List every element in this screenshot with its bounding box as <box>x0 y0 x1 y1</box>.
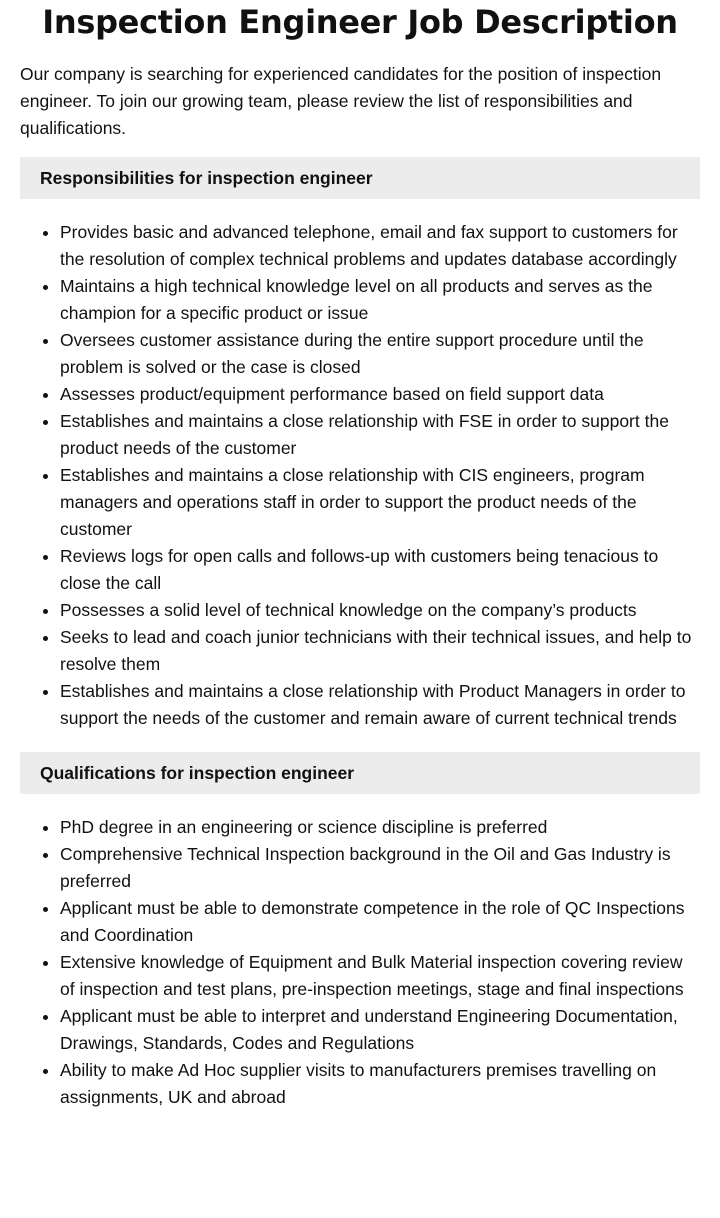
list-item: • Establishes and maintains a close relationship with CIS engineers, program managers and operations staff in order to support the product needs of the customer <box>60 462 700 543</box>
list-item: • Possesses a solid level of technical knowledge on the company’s products <box>60 597 700 624</box>
list-item: • PhD degree in an engineering or science discipline is preferred <box>60 814 700 841</box>
intro-paragraph: Our company is searching for experienced candidates for the position of inspection engineer. To join our growing team, please review the list of responsibilities and qualifications. <box>20 64 662 138</box>
list-item: • Provides basic and advanced telephone, email and fax support to customers for the resolution of complex technical problems and updates database accordingly <box>60 219 700 273</box>
list-item: • Assesses product/equipment performance based on field support data <box>60 381 700 408</box>
list-item: • Establishes and maintains a close relationship with FSE in order to support the product needs of the customer <box>60 408 700 462</box>
list-item: • Applicant must be able to interpret and understand Engineering Documentation, Drawings, Standards, Codes and Regulations <box>60 1003 700 1057</box>
list-item: • Establishes and maintains a close relationship with Product Managers in order to support the needs of the customer and remain aware of current technical trends <box>60 678 700 732</box>
list-item: • Reviews logs for open calls and follows-up with customers being tenacious to close the call <box>60 543 700 597</box>
list-item: • Maintains a high technical knowledge level on all products and serves as the champion for a specific product or issue <box>60 273 700 327</box>
list-item: • Seeks to lead and coach junior technicians with their technical issues, and help to resolve them <box>60 624 700 678</box>
list-item: • Applicant must be able to demonstrate competence in the role of QC Inspections and Coordination <box>60 895 700 949</box>
responsibilities-heading: Responsibilities for inspection engineer <box>20 157 700 199</box>
list-item: • Oversees customer assistance during the entire support procedure until the problem is solved or the case is closed <box>60 327 700 381</box>
qualifications-list <box>20 814 700 1111</box>
list-item: • Extensive knowledge of Equipment and Bulk Material inspection covering review of inspection and test plans, pre-inspection meetings, stage and final inspections <box>60 949 700 1003</box>
page-title: Inspection Engineer Job Description <box>42 3 678 41</box>
qualifications-heading: Qualifications for inspection engineer <box>20 752 700 794</box>
list-item: • Comprehensive Technical Inspection background in the Oil and Gas Industry is preferred <box>60 841 700 895</box>
list-item: • Ability to make Ad Hoc supplier visits to manufacturers premises travelling on assignments, UK and abroad <box>60 1057 700 1111</box>
responsibilities-list <box>20 219 700 732</box>
